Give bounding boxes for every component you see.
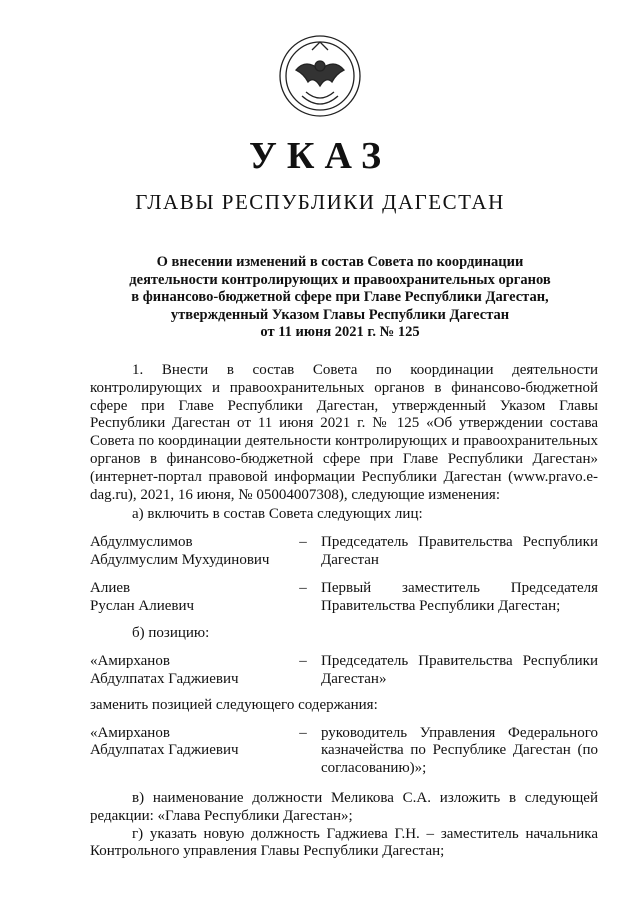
dash-separator: – bbox=[299, 579, 307, 596]
person-name bbox=[90, 653, 285, 689]
sub-item-v: в) наименование должности Меликова С.А. изложить в следующей редакции: «Глава Республики Дагестан»; bbox=[90, 789, 598, 824]
dash-separator: – bbox=[299, 653, 307, 670]
heading-line: от 11 июня 2021 г. № 125 bbox=[260, 324, 420, 340]
decree-heading bbox=[90, 254, 590, 342]
dash-separator: – bbox=[299, 724, 307, 741]
heading-line: О внесении изменений в состав Совета по координации bbox=[156, 254, 524, 270]
heading-line: деятельности контролирующих и правоохранительных органов bbox=[129, 271, 551, 288]
person-given-names: Руслан Алиевич bbox=[90, 597, 195, 614]
person-entry-new bbox=[90, 725, 598, 778]
person-given-names: Абдулмуслим Мухудинович bbox=[90, 551, 270, 568]
decree-body bbox=[90, 362, 598, 861]
document-subtitle: ГЛАВЫ РЕСПУБЛИКИ ДАГЕСТАН bbox=[135, 190, 505, 214]
person-surname: Алиев bbox=[90, 579, 131, 596]
person-position: Председатель Правительства Республики Дагестан» bbox=[321, 653, 598, 687]
person-position: Первый заместитель Председателя Правительства Республики Дагестан; bbox=[321, 579, 598, 614]
person-given-names: Абдулпатах Гаджиевич bbox=[90, 742, 239, 759]
person-surname: Абдулмуслимов bbox=[90, 534, 193, 551]
heading-line: утвержденный Указом Главы Республики Дагестан bbox=[170, 306, 510, 323]
person-surname: «Амирханов bbox=[90, 653, 170, 670]
person-position: руководитель Управления Федерального казначейства по Республике Дагестан (по согласованию)»; bbox=[321, 724, 598, 777]
person-given-names: Абдулпатах Гаджиевич bbox=[90, 670, 239, 687]
person-name bbox=[90, 580, 285, 616]
person-name bbox=[90, 725, 285, 778]
dagestan-eagle-emblem-icon bbox=[276, 30, 364, 120]
sub-item-b: б) позицию: bbox=[132, 625, 210, 642]
person-entry bbox=[90, 580, 598, 616]
heading-line: в финансово-бюджетной сфере при Главе Республики Дагестан, bbox=[131, 289, 549, 305]
person-name bbox=[90, 534, 285, 570]
document-title: УКАЗ bbox=[249, 135, 391, 177]
item-1-paragraph: 1. Внести в состав Совета по координации деятельности контролирующих и правоохранительных органов в финансово-бюджетной сфере при Главе Республики Дагестан, утвержденный Указом Главы Республики Дагестан от 11 июня 2021 г. № 125 «Об утверждении состава Совета по координации деятельности контролирующих и правоохранительных органов в финансово-бюджетной сфере при Главе Республики Дагестан» (интернет-портал правовой информации Республики Дагестан (www.pravo.e-dag.ru), 2021, 16 июня, № 05004007308), следующие изменения: bbox=[90, 362, 598, 503]
person-surname: «Амирханов bbox=[90, 724, 170, 741]
person-entry-old bbox=[90, 653, 598, 689]
sub-item-a: а) включить в состав Совета следующих лиц: bbox=[132, 506, 423, 523]
person-position: Председатель Правительства Республики Дагестан bbox=[321, 534, 598, 568]
sub-item-g: г) указать новую должность Гаджиева Г.Н. – заместитель начальника Контрольного управления Главы Республики Дагестан; bbox=[90, 825, 598, 860]
replace-text: заменить позицией следующего содержания: bbox=[90, 696, 378, 713]
dash-separator: – bbox=[299, 534, 307, 551]
person-entry bbox=[90, 534, 598, 570]
